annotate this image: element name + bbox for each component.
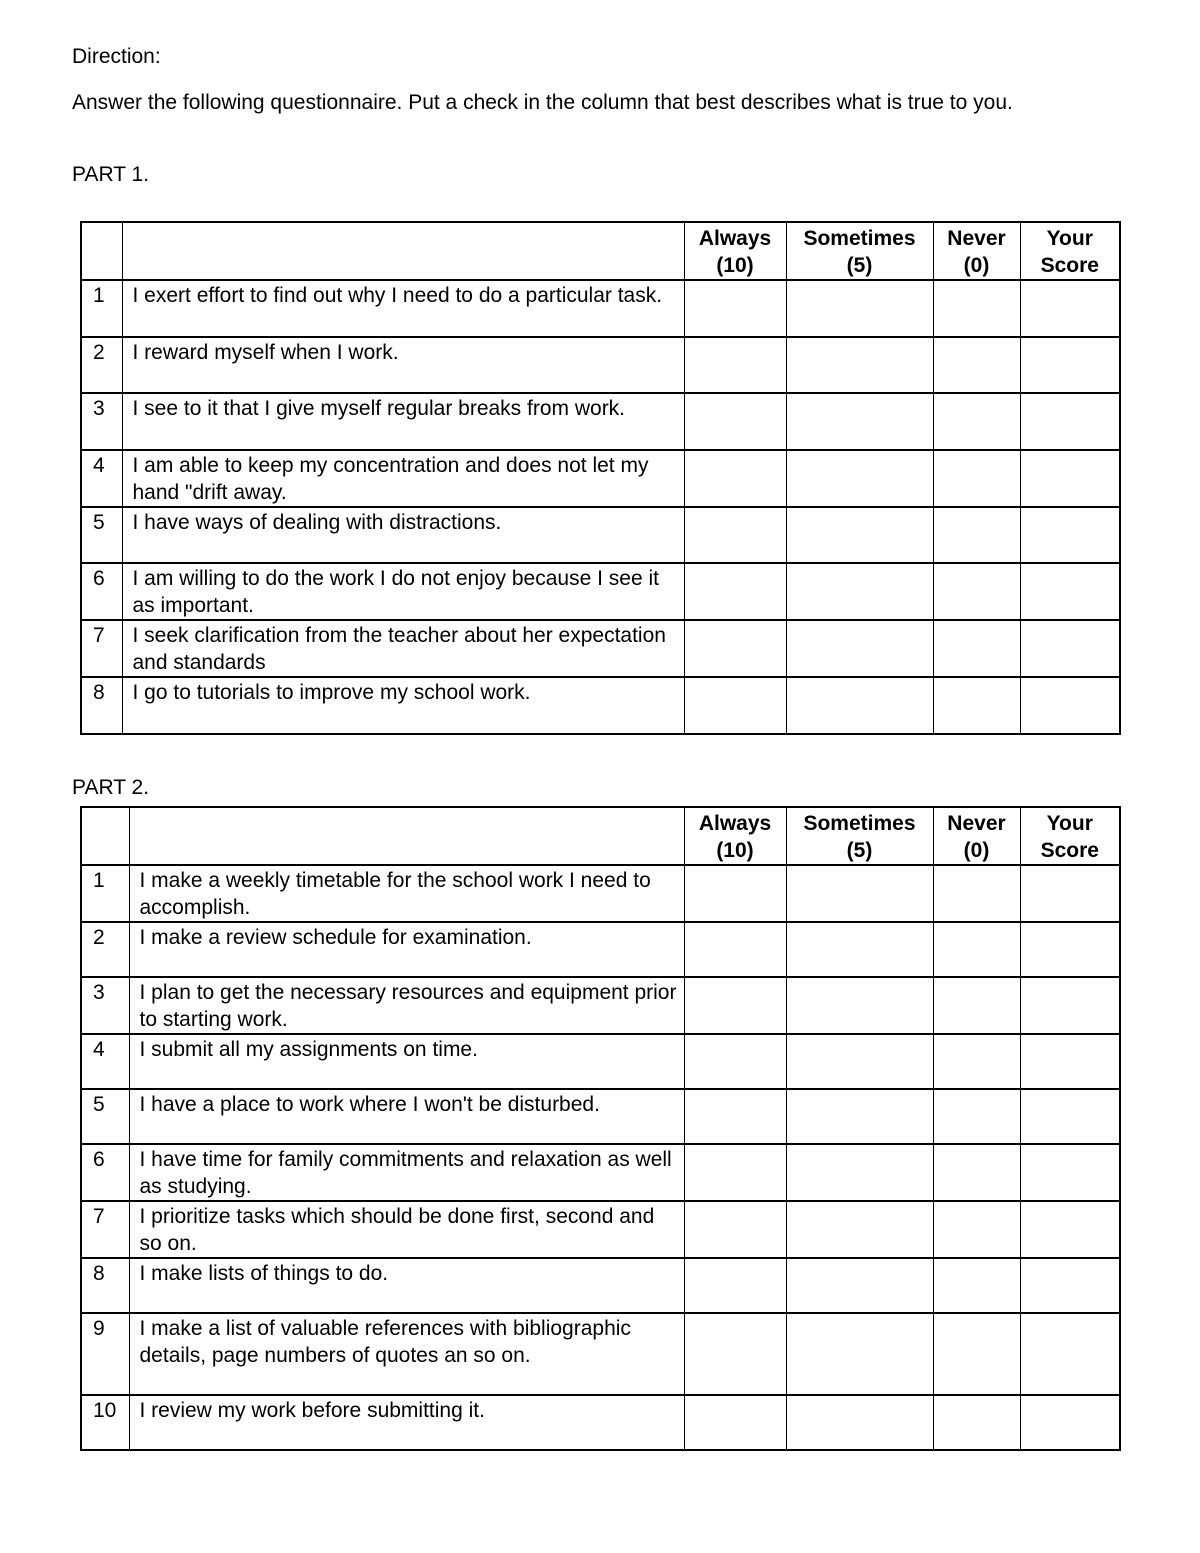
score-cell[interactable] [1020,507,1120,564]
instructions-text: Answer the following questionnaire. Put a check in the column that best describes what is true to you. [72,91,1013,114]
sometimes-check-cell[interactable] [786,563,933,620]
row-number: 8 [81,1258,129,1313]
never-check-cell[interactable] [933,280,1020,337]
always-check-cell[interactable] [684,977,786,1034]
sometimes-check-cell[interactable] [786,450,933,507]
never-check-cell[interactable] [933,337,1020,394]
table-row [81,1395,1120,1450]
always-check-cell[interactable] [684,337,786,394]
never-check-cell[interactable] [933,677,1020,734]
part2-table [80,806,1121,1451]
sometimes-check-cell[interactable] [786,280,933,337]
never-check-cell[interactable] [933,977,1020,1034]
row-statement: I plan to get the necessary resources and equipment prior to starting work. [129,977,684,1034]
always-check-cell[interactable] [684,1395,786,1450]
row-number: 3 [81,393,122,450]
score-cell[interactable] [1020,393,1120,450]
sometimes-check-cell[interactable] [786,1034,933,1089]
never-check-cell[interactable] [933,1201,1020,1258]
table-row [81,563,1120,620]
score-cell[interactable] [1020,1258,1120,1313]
row-number: 8 [81,677,122,734]
sometimes-check-cell[interactable] [786,1144,933,1201]
row-statement: I make a list of valuable references with bibliographic details, page numbers of quotes an so on. [129,1313,684,1395]
score-cell[interactable] [1020,280,1120,337]
row-statement: I have time for family commitments and relaxation as well as studying. [129,1144,684,1201]
row-number: 1 [81,865,129,922]
table-row [81,337,1120,394]
table-row [81,1144,1120,1201]
header-statement-cell [122,222,684,280]
table-row [81,450,1120,507]
part1-title: PART 1. [72,163,150,186]
row-statement: I make a weekly timetable for the school work I need to accomplish. [129,865,684,922]
table-row [81,1313,1120,1395]
row-statement: I review my work before submitting it. [129,1395,684,1450]
row-number: 2 [81,337,122,394]
row-number: 5 [81,1089,129,1144]
row-statement: I submit all my assignments on time. [129,1034,684,1089]
score-cell[interactable] [1020,450,1120,507]
never-check-cell[interactable] [933,563,1020,620]
always-check-cell[interactable] [684,865,786,922]
row-statement: I reward myself when I work. [122,337,684,394]
score-cell[interactable] [1020,977,1120,1034]
row-number: 3 [81,977,129,1034]
always-check-cell[interactable] [684,922,786,977]
row-statement: I prioritize tasks which should be done first, second and so on. [129,1201,684,1258]
header-never: Never (0) [933,807,1020,865]
never-check-cell[interactable] [933,922,1020,977]
never-check-cell[interactable] [933,507,1020,564]
never-check-cell[interactable] [933,450,1020,507]
row-statement: I am willing to do the work I do not enjoy because I see it as important. [122,563,684,620]
never-check-cell[interactable] [933,1034,1020,1089]
sometimes-check-cell[interactable] [786,1258,933,1313]
never-check-cell[interactable] [933,393,1020,450]
sometimes-check-cell[interactable] [786,337,933,394]
row-statement: I exert effort to find out why I need to do a particular task. [122,280,684,337]
sometimes-check-cell[interactable] [786,620,933,677]
never-check-cell[interactable] [933,620,1020,677]
table-row [81,677,1120,734]
score-cell[interactable] [1020,865,1120,922]
table-header-row [81,222,1120,280]
never-check-cell[interactable] [933,1258,1020,1313]
row-number: 6 [81,563,122,620]
row-statement: I am able to keep my concentration and does not let my hand "drift away. [122,450,684,507]
table-row [81,393,1120,450]
table-row [81,1034,1120,1089]
header-number-cell [81,807,129,865]
row-statement: I make lists of things to do. [129,1258,684,1313]
row-number: 7 [81,620,122,677]
row-statement: I have ways of dealing with distractions. [122,507,684,564]
always-check-cell[interactable] [684,563,786,620]
row-statement: I have a place to work where I won't be disturbed. [129,1089,684,1144]
sometimes-check-cell[interactable] [786,977,933,1034]
score-cell[interactable] [1020,337,1120,394]
header-statement-cell [129,807,684,865]
sometimes-check-cell[interactable] [786,1201,933,1258]
never-check-cell[interactable] [933,1089,1020,1144]
direction-label: Direction: [72,45,161,68]
table-row [81,620,1120,677]
row-statement: I see to it that I give myself regular breaks from work. [122,393,684,450]
always-check-cell[interactable] [684,1258,786,1313]
always-check-cell[interactable] [684,450,786,507]
score-cell[interactable] [1020,1089,1120,1144]
table-row [81,865,1120,922]
score-cell[interactable] [1020,1395,1120,1450]
header-always: Always (10) [684,222,786,280]
row-number: 5 [81,507,122,564]
always-check-cell[interactable] [684,620,786,677]
always-check-cell[interactable] [684,507,786,564]
score-cell[interactable] [1020,1144,1120,1201]
header-your-score: Your Score [1020,807,1120,865]
row-statement: I go to tutorials to improve my school work. [122,677,684,734]
sometimes-check-cell[interactable] [786,922,933,977]
table-header-row [81,807,1120,865]
table-row [81,280,1120,337]
table-row [81,1201,1120,1258]
row-number: 9 [81,1313,129,1395]
header-never: Never (0) [933,222,1020,280]
sometimes-check-cell[interactable] [786,1089,933,1144]
row-number: 4 [81,1034,129,1089]
always-check-cell[interactable] [684,1034,786,1089]
sometimes-check-cell[interactable] [786,677,933,734]
sometimes-check-cell[interactable] [786,507,933,564]
row-number: 10 [81,1395,129,1450]
never-check-cell[interactable] [933,1395,1020,1450]
always-check-cell[interactable] [684,677,786,734]
row-number: 7 [81,1201,129,1258]
sometimes-check-cell[interactable] [786,1395,933,1450]
part2-title: PART 2. [72,776,150,799]
always-check-cell[interactable] [684,393,786,450]
score-cell[interactable] [1020,620,1120,677]
always-check-cell[interactable] [684,1201,786,1258]
table-row [81,922,1120,977]
table-row [81,977,1120,1034]
header-your-score: Your Score [1020,222,1120,280]
row-number: 4 [81,450,122,507]
always-check-cell[interactable] [684,1144,786,1201]
score-cell[interactable] [1020,677,1120,734]
header-sometimes: Sometimes (5) [786,807,933,865]
row-statement: I make a review schedule for examination. [129,922,684,977]
score-cell[interactable] [1020,1201,1120,1258]
score-cell[interactable] [1020,563,1120,620]
never-check-cell[interactable] [933,865,1020,922]
header-sometimes: Sometimes (5) [786,222,933,280]
score-cell[interactable] [1020,922,1120,977]
row-number: 1 [81,280,122,337]
table-row [81,1258,1120,1313]
sometimes-check-cell[interactable] [786,393,933,450]
score-cell[interactable] [1020,1034,1120,1089]
sometimes-check-cell[interactable] [786,1313,933,1395]
row-statement: I seek clarification from the teacher about her expectation and standards [122,620,684,677]
always-check-cell[interactable] [684,1313,786,1395]
never-check-cell[interactable] [933,1313,1020,1395]
row-number: 2 [81,922,129,977]
part1-table [80,221,1121,735]
header-number-cell [81,222,122,280]
score-cell[interactable] [1020,1313,1120,1395]
always-check-cell[interactable] [684,280,786,337]
header-always: Always (10) [684,807,786,865]
always-check-cell[interactable] [684,1089,786,1144]
sometimes-check-cell[interactable] [786,865,933,922]
table-row [81,507,1120,564]
never-check-cell[interactable] [933,1144,1020,1201]
table-row [81,1089,1120,1144]
row-number: 6 [81,1144,129,1201]
